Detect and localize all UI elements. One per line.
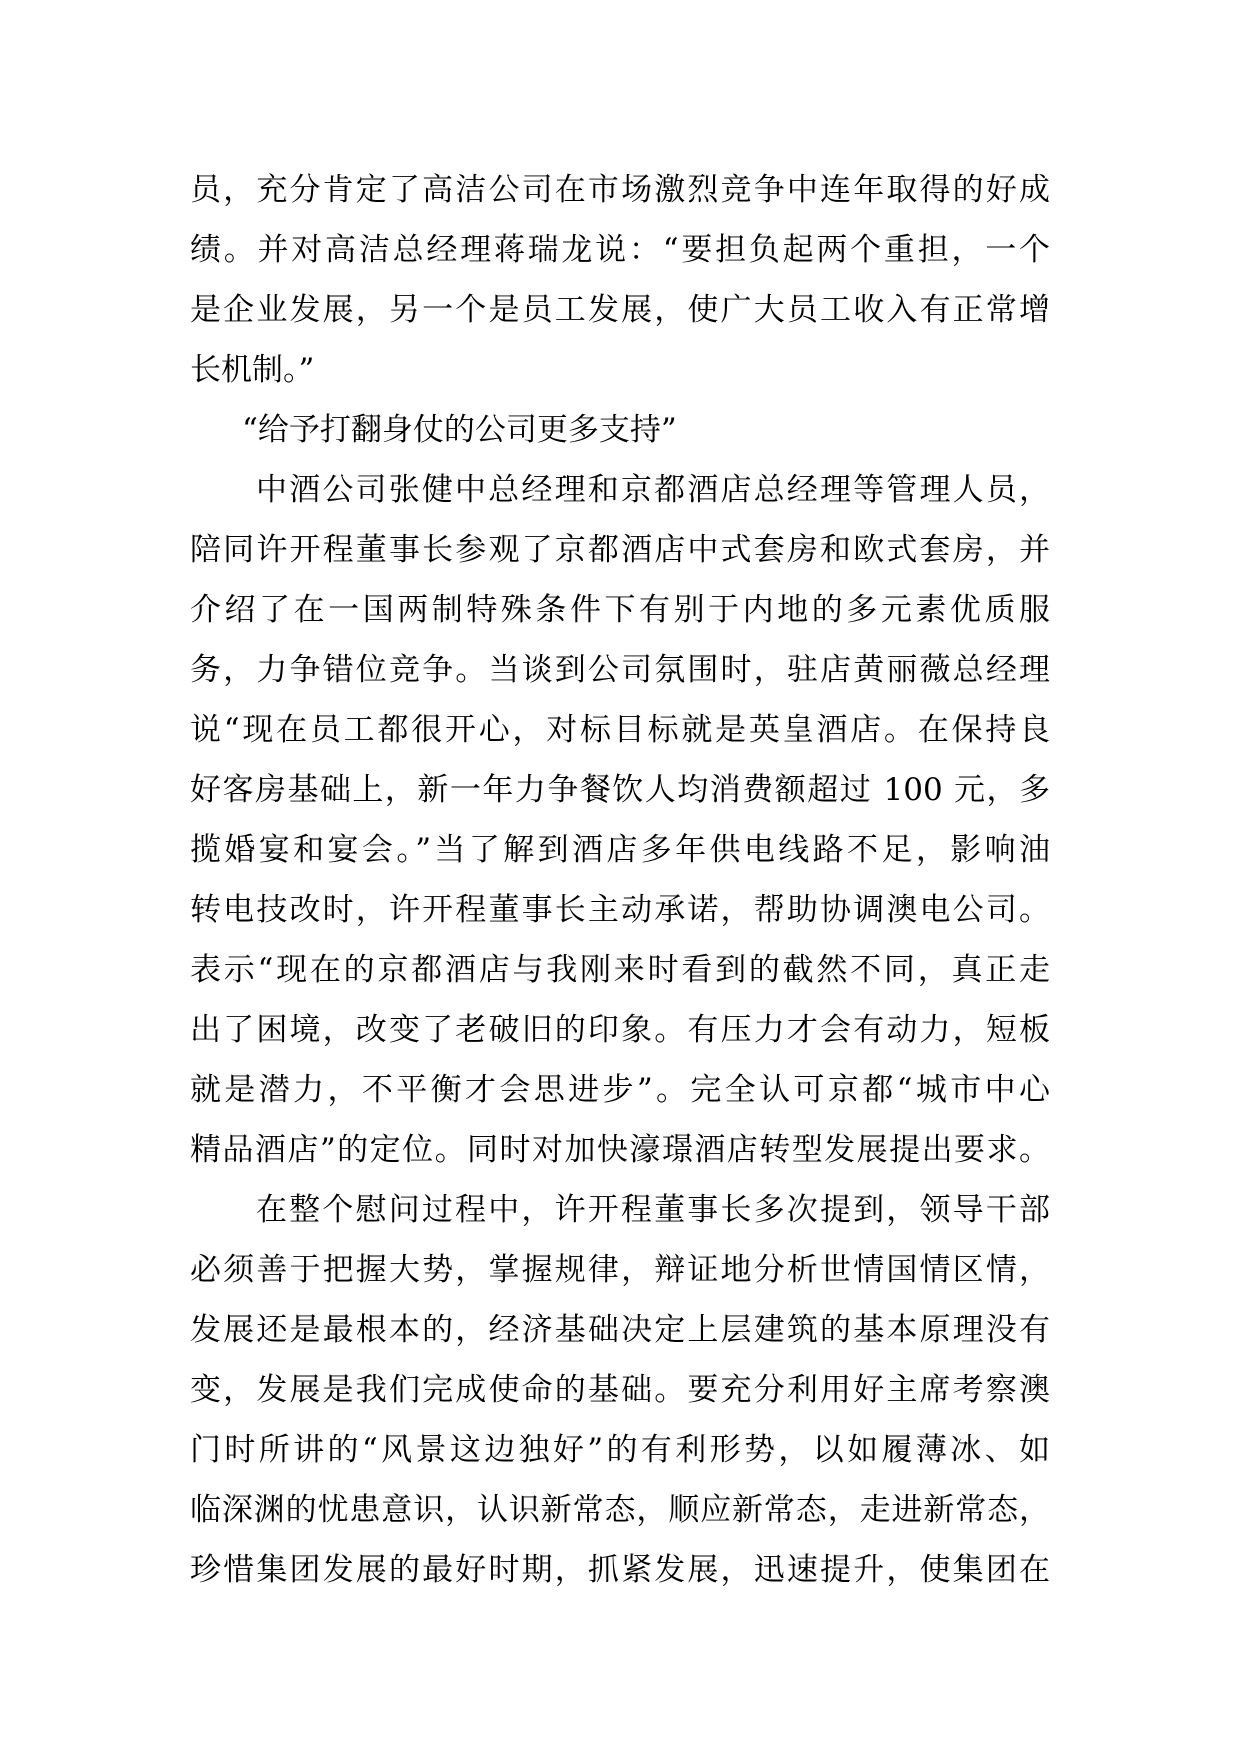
text-line: 就是潜力，不平衡才会思进步”。完全认可京都“城市中心 [190, 1072, 1050, 1108]
text-line: 必须善于把握大势，掌握规律，辩证地分析世情国情区情， [190, 1252, 1050, 1288]
text-line: 陪同许开程董事长参观了京都酒店中式套房和欧式套房，并 [190, 532, 1050, 568]
text-line: 说“现在员工都很开心，对标目标就是英皇酒店。在保持良 [190, 712, 1050, 748]
section-heading: “给予打翻身仗的公司更多支持” [242, 412, 677, 448]
text-line: 精品酒店”的定位。同时对加快濠璟酒店转型发展提出要求。 [190, 1132, 1050, 1168]
text-line: 员，充分肯定了高洁公司在市场激烈竞争中连年取得的好成 [190, 172, 1050, 208]
text-line: 发展还是最根本的，经济基础决定上层建筑的基本原理没有 [190, 1312, 1050, 1348]
text-line: 介绍了在一国两制特殊条件下有别于内地的多元素优质服 [190, 592, 1050, 628]
text-line: 中酒公司张健中总经理和京都酒店总经理等管理人员， [256, 472, 1050, 508]
text-line: 揽婚宴和宴会。”当了解到酒店多年供电线路不足，影响油 [190, 832, 1050, 868]
text-line: 长机制。” [190, 352, 315, 388]
text-line: 表示“现在的京都酒店与我刚来时看到的截然不同，真正走 [190, 952, 1050, 988]
text-line: 临深渊的忧患意识，认识新常态，顺应新常态，走进新常态， [190, 1492, 1050, 1528]
text-line: 变，发展是我们完成使命的基础。要充分利用好主席考察澳 [190, 1372, 1050, 1408]
document-page [190, 160, 1050, 1600]
text-line: 转电技改时，许开程董事长主动承诺，帮助协调澳电公司。 [190, 892, 1050, 928]
paragraph-2 [190, 460, 1050, 1180]
text-line: 出了困境，改变了老破旧的印象。有压力才会有动力，短板 [190, 1012, 1050, 1048]
text-line: 在整个慰问过程中，许开程董事长多次提到，领导干部 [256, 1192, 1050, 1228]
text-line: 好客房基础上，新一年力争餐饮人均消费额超过 100 元，多 [190, 772, 1050, 808]
text-line: 珍惜集团发展的最好时期，抓紧发展，迅速提升，使集团在 [190, 1552, 1050, 1588]
text-line: 是企业发展，另一个是员工发展，使广大员工收入有正常增 [190, 292, 1050, 328]
text-line: 务，力争错位竞争。当谈到公司氛围时，驻店黄丽薇总经理 [190, 652, 1050, 688]
paragraph-1 [190, 160, 1050, 400]
text-line: 绩。并对高洁总经理蒋瑞龙说：“要担负起两个重担，一个 [190, 232, 1050, 268]
text-line: 门时所讲的“风景这边独好”的有利形势，以如履薄冰、如 [190, 1432, 1050, 1468]
paragraph-3 [190, 1180, 1050, 1600]
